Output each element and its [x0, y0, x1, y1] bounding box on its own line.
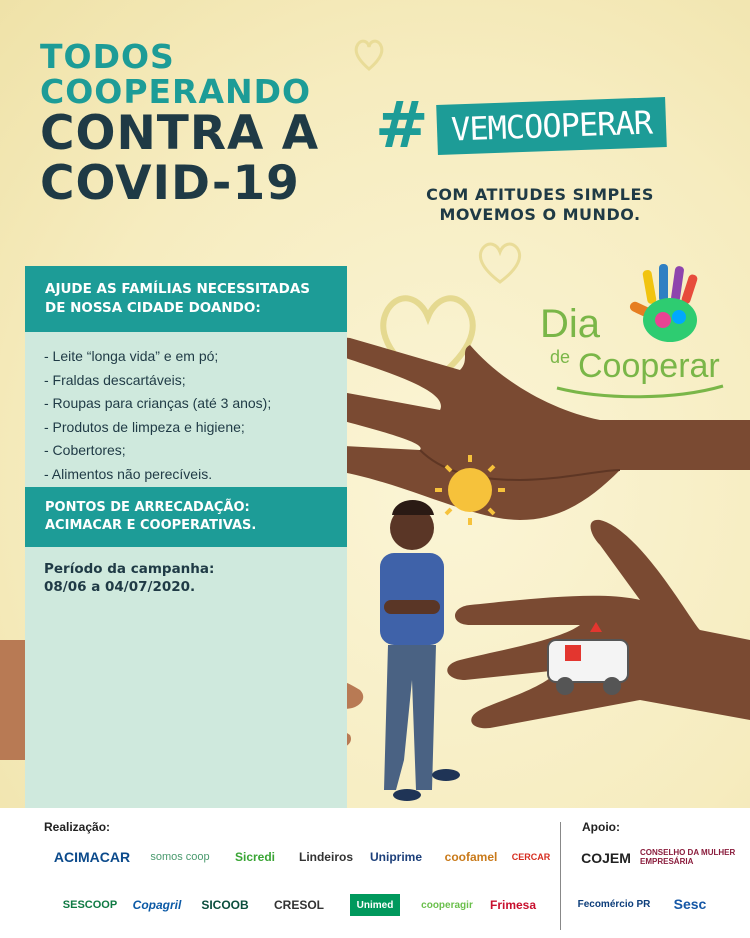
sponsor-logo-sesc: Sesc: [673, 896, 707, 912]
campaign-period-label: Período da campanha:: [44, 561, 215, 577]
sponsor-footer: [0, 808, 750, 938]
realizacao-label: Realização:: [44, 820, 111, 834]
headline-line-1: TODOS: [40, 37, 175, 76]
sponsor-logo-lindeiros: Lindeiros: [298, 850, 353, 864]
campaign-period-dates: 08/06 a 04/07/2020.: [44, 579, 196, 596]
logo-swoosh: [555, 384, 725, 400]
sponsor-logo-sescoop: SESCOOP: [62, 899, 118, 911]
sponsor-logo-somoscoop: somos coop: [150, 851, 210, 863]
sponsor-logo-coofamel: coofamel: [444, 850, 498, 864]
sponsor-logo-sicoob: SICOOB: [201, 898, 249, 912]
sponsor-logo-cercar: CERCAR: [511, 852, 551, 862]
sponsor-logo-copagril: Copagril: [132, 898, 182, 912]
dia-de-cooperar-logo: [540, 262, 730, 402]
sponsor-logo-sicredi: Sicredi: [234, 850, 276, 864]
list-item: - Roupas para crianças (até 3 anos);: [44, 395, 272, 411]
headline-line-2: COOPERANDO: [40, 71, 312, 111]
list-item: - Fraldas descartáveis;: [44, 371, 186, 388]
donation-header-line-1: AJUDE AS FAMÍLIAS NECESSITADAS: [45, 281, 311, 297]
sponsor-logo-acimacar: ACIMACAR: [53, 849, 131, 865]
sponsor-logo-cresol: CRESOL: [273, 898, 324, 912]
apoio-label: Apoio:: [582, 820, 620, 834]
donation-header-line-2: DE NOSSA CIDADE DOANDO:: [45, 299, 261, 316]
hashtag-icon: #: [375, 89, 429, 163]
donation-item-list: [44, 345, 271, 486]
slogan-line-1: COM ATITUDES SIMPLES: [426, 185, 654, 204]
hashtag-text: VEMCOOPERAR: [436, 97, 667, 155]
headline-line-4: COVID-19: [40, 155, 300, 211]
collection-points: [25, 487, 347, 547]
logo-word-de: de: [550, 347, 571, 367]
headline-line-3: CONTRA A: [40, 106, 320, 162]
sponsor-logo-cooperagir: cooperagir: [421, 899, 473, 911]
sponsor-logo-conselho-mulher: CONSELHO DA MULHER EMPRESÁRIA: [640, 848, 736, 866]
sponsor-logo-unimed: Unimed: [350, 894, 400, 916]
donation-header: [25, 266, 347, 332]
logo-word-dia: Dia: [540, 302, 601, 346]
sponsor-logo-cojem: COJEM: [581, 850, 631, 866]
logo-word-cooperar: Cooperar: [578, 347, 720, 385]
sponsor-logo-frimesa: Frimesa: [489, 898, 537, 912]
collection-points-line-2: ACIMACAR E COOPERATIVAS.: [45, 517, 257, 533]
list-item: - Alimentos não perecíveis.: [44, 465, 213, 482]
footer-divider: [560, 822, 561, 930]
list-item: - Cobertores;: [44, 442, 126, 458]
sponsor-logo-fecomercio: Fecomércio PR: [577, 898, 651, 910]
sun-drawing-icon: [448, 468, 492, 512]
list-item: - Leite “longa vida” e em pó;: [44, 348, 219, 364]
list-item: - Produtos de limpeza e higiene;: [44, 418, 245, 435]
slogan-line-2: MOVEMOS O MUNDO.: [439, 205, 641, 224]
campaign-period: [44, 560, 214, 596]
collection-points-line-1: PONTOS DE ARRECADAÇÃO:: [45, 500, 250, 515]
colorful-hand-icon: [625, 262, 715, 352]
child-figure: [380, 500, 460, 801]
sponsor-logo-uniprime: Uniprime: [369, 850, 422, 864]
